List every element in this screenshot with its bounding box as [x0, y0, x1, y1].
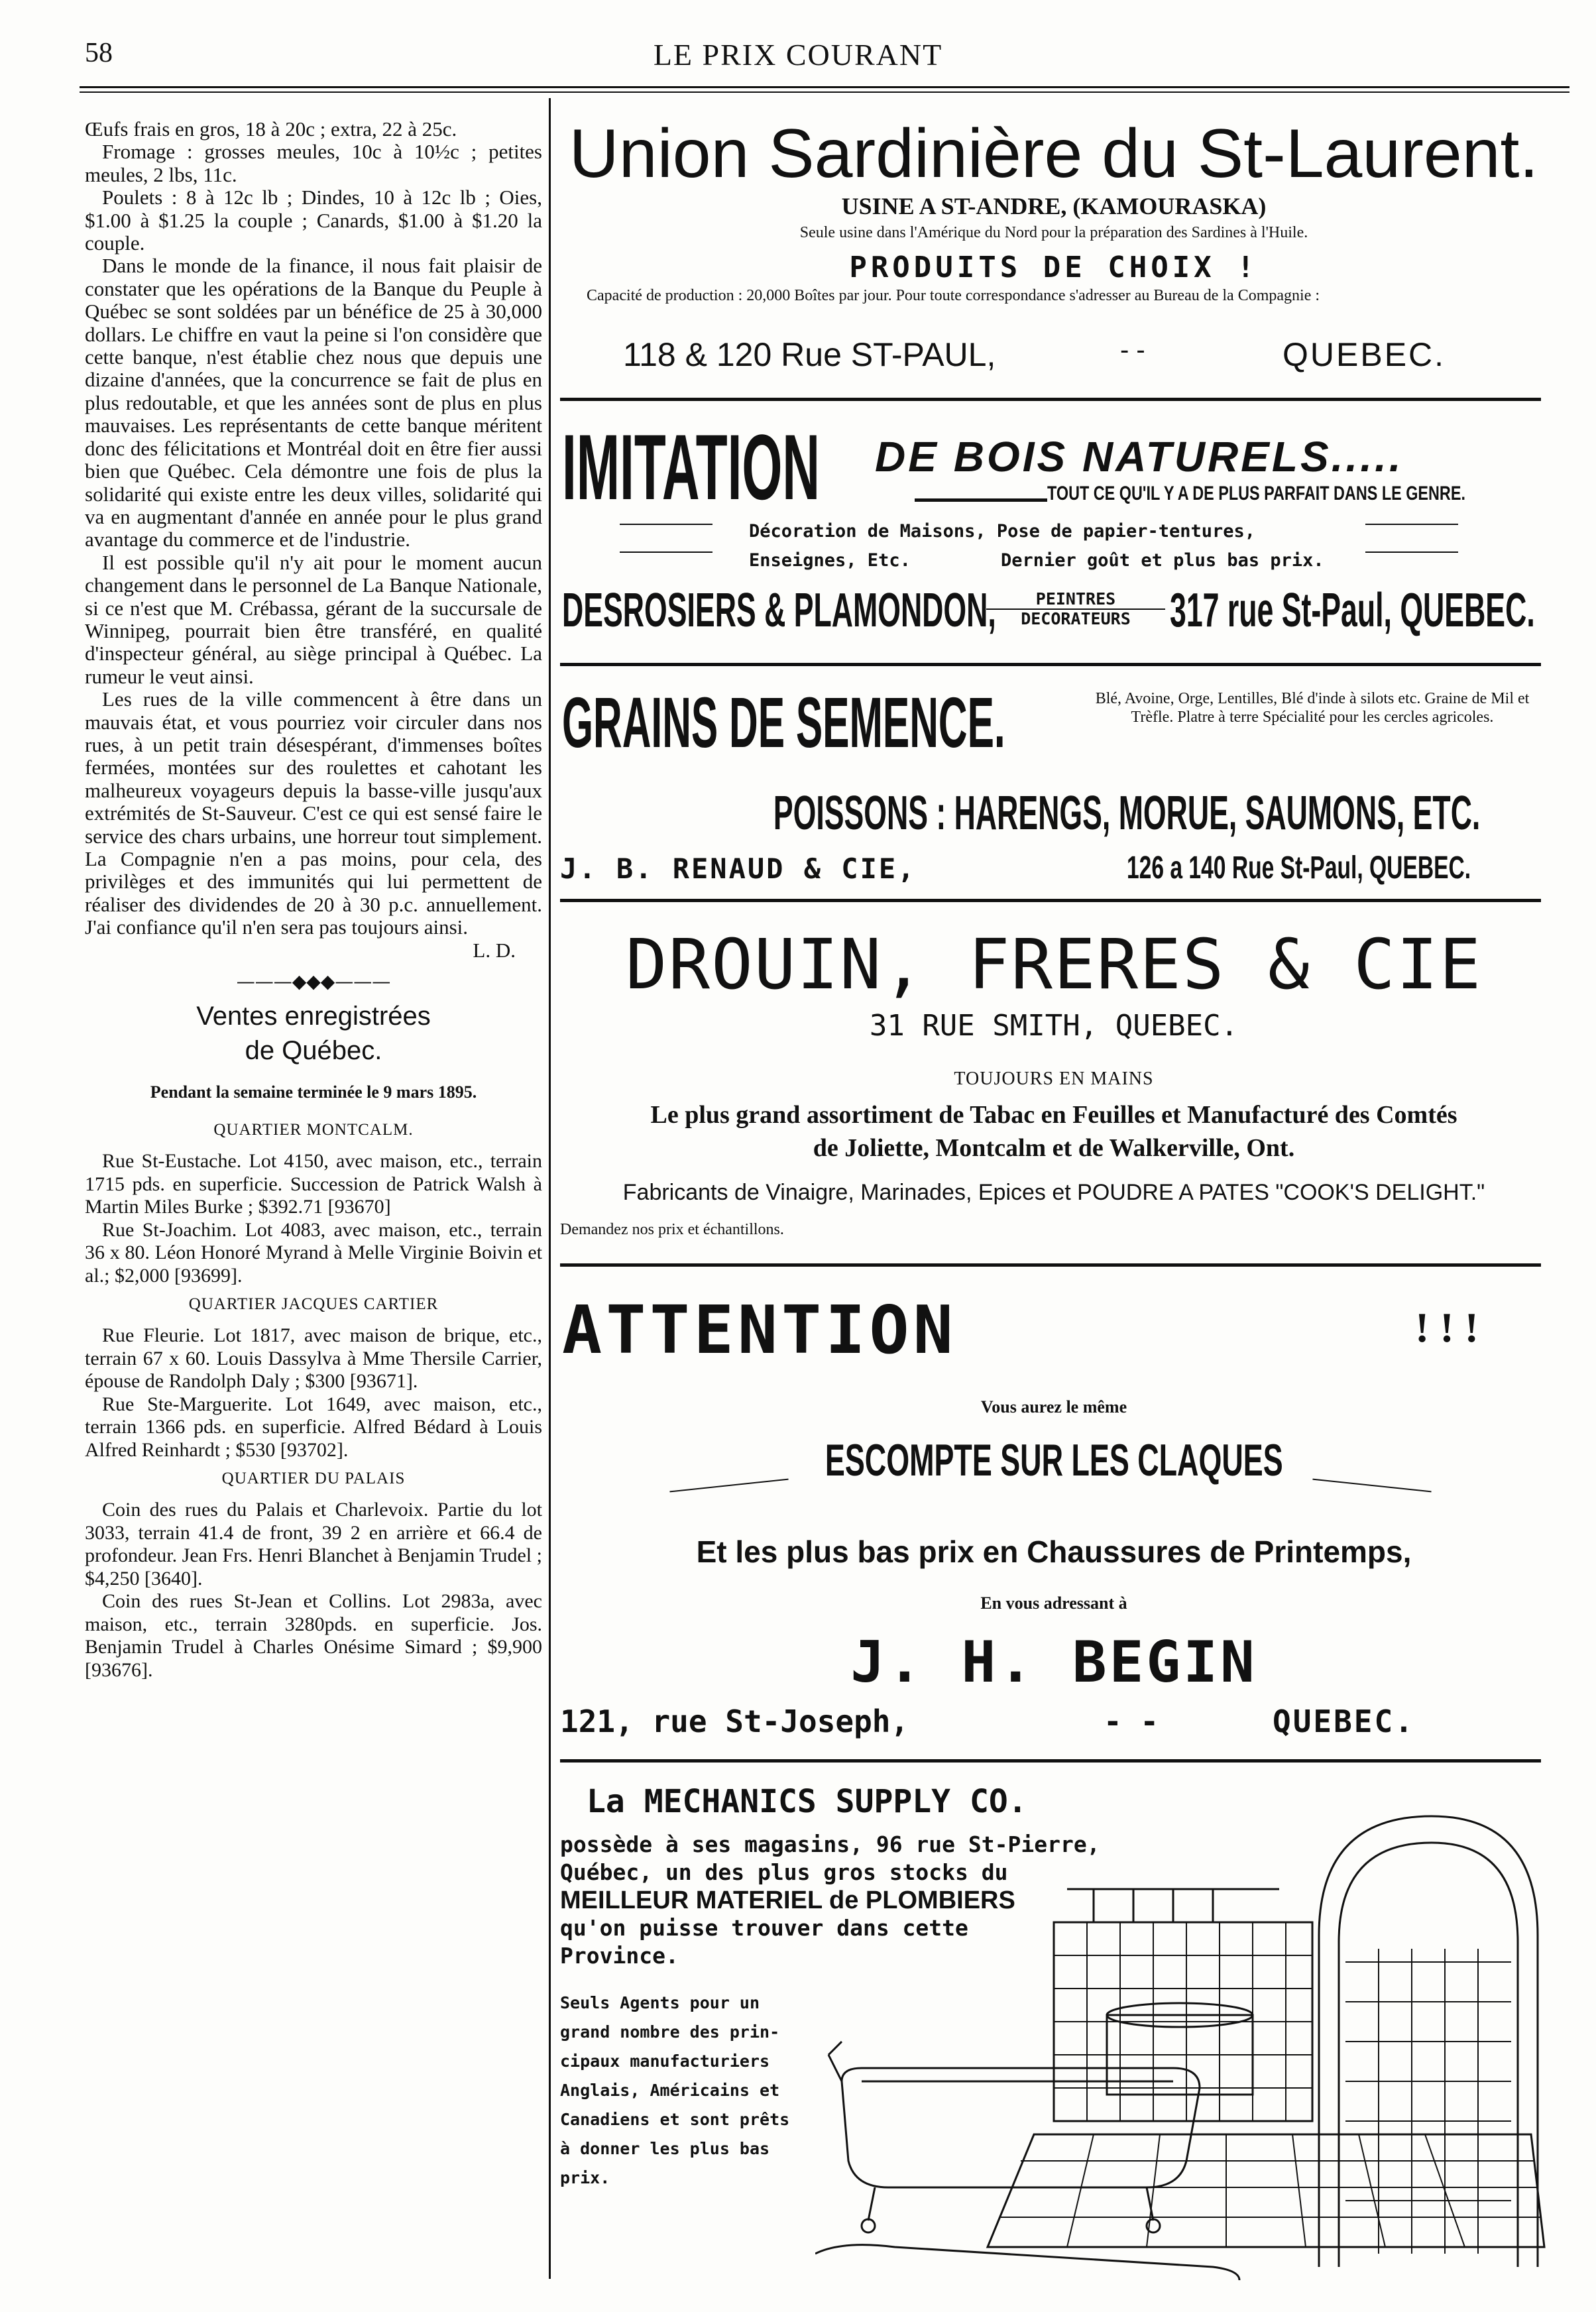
paragraph-rues: Les rues de la ville commencent à être dans un mauvais état, et vous pourriez voir circuler dans nos rues, à un petit train désespérant, d'immenses boîtes fermées, montées sur des roulettes et cahotant les malheureux voyageurs depuis la basse-ville jusqu'aux extrémités de St-Sauveur. C'est ce qui est sensé faire le service des chars urbains, une horreur tout simplement. La Compagnie n'en a pas moins, pour cela, des privilèges et des immunités qui lui permettent de réaliser des dividendes de 20 à 30 p.c. annuellement. J'ai confiance qu'il n'en sera pas toujours ainsi. [85, 687, 542, 939]
ad-mechanics-agent-line: Canadiens et sont prêts [560, 2110, 790, 2129]
ad-grains-firm: J. B. RENAUD & CIE, [560, 852, 917, 885]
sale-entry: Rue St-Eustache. Lot 4150, avec maison, etc., terrain 1715 pds. en superficie. Succession de Patrick Walsh à Martin Miles Burke ; $392.71 [93670] [85, 1150, 542, 1218]
ad-imitation-tagline [1047, 483, 1583, 505]
ad-drouin-tabac1: Le plus grand assortiment de Tabac en Feuilles et Manufacturé des Comtés [650, 1101, 1457, 1129]
ad-imitation-trade [986, 590, 1165, 628]
ad-attention-title: ATTENTION [562, 1291, 957, 1369]
ad-grains-address-text: 126 a 140 Rue St-Paul, QUEBEC. [1127, 850, 1471, 886]
quarter-heading-jacques-cartier: QUARTIER JACQUES CARTIER [188, 1295, 439, 1314]
ad-attention-address: 121, rue St-Joseph, [560, 1704, 909, 1739]
ad-union-capacite: Capacité de production : 20,000 Boîtes par jour. Pour toute correspondance s'adresser au Bureau de la Compagnie : [587, 287, 1320, 304]
ad-mechanics-agent-line: cipaux manufacturiers [560, 2052, 770, 2071]
ad-drouin-demandez: Demandez nos prix et échantillons. [560, 1221, 784, 1238]
ad-imitation-deco-right [1365, 524, 1458, 553]
ad-attention-city: QUEBEC. [1273, 1704, 1415, 1739]
ad-mechanics-title: La MECHANICS SUPPLY CO. [587, 1783, 1027, 1820]
ad-imitation-firm-text: DESROSIERS & PLAMONDON, [562, 584, 996, 637]
ad-imitation-line2a: Enseignes, Etc. [749, 550, 911, 571]
ad-mechanics-agent-line: à donner les plus bas [560, 2139, 770, 2158]
ad-imitation-address-text: 317 rue St-Paul, QUEBEC. [1170, 584, 1535, 637]
ad-mechanics-line: possède à ses magasins, 96 rue St-Pierre, [560, 1831, 1100, 1857]
section-title [85, 999, 542, 1068]
section-title-line-1: Ventes enregistrées [196, 1002, 431, 1031]
ad-mechanics-agent-line: prix. [560, 2168, 610, 2187]
header-rule-top [80, 86, 1569, 88]
ad-mechanics-line: Province. [560, 1943, 679, 1969]
ad-imitation-address [1170, 583, 1596, 638]
ad-union-city: QUEBEC. [1282, 336, 1446, 373]
ad-grains-poissons-text: POISSONS : HARENGS, MORUE, SAUMONS, ETC. [773, 787, 1481, 840]
sale-entry: Rue St-Joachim. Lot 4083, avec maison, etc., terrain 36 x 80. Léon Honoré Myrand à Melle Virginie Boivin et al.; $2,000 [93699]. [85, 1218, 542, 1287]
ad-drouin-address: 31 RUE SMITH, QUEBEC. [869, 1009, 1239, 1043]
ad-mechanics-agent-line: Anglais, Américains et [560, 2081, 780, 2100]
ad-divider [560, 899, 1541, 902]
ad-union-choix: PRODUITS DE CHOIX ! [849, 251, 1259, 284]
quarter-heading-montcalm: QUARTIER MONTCALM. [213, 1121, 414, 1139]
ad-attention-bang: ! ! ! [1415, 1304, 1479, 1351]
ad-divider [560, 663, 1541, 666]
signature: L. D. [473, 938, 516, 962]
ad-divider [560, 398, 1541, 401]
ad-union-subtitle: USINE A ST-ANDRE, (KAMOURASKA) [841, 193, 1267, 219]
paragraph-oeufs: Œufs frais en gros, 18 à 20c ; extra, 22 à 25c. [85, 117, 457, 141]
paragraph-fromage: Fromage : grosses meules, 10c à 10½c ; petites meules, 2 lbs, 11c. [85, 140, 542, 186]
ad-imitation-title: DE BOIS NATURELS..... [875, 433, 1404, 481]
ad-attention-dashes: - - [1104, 1704, 1159, 1739]
ad-union-dashes: - - [1120, 335, 1145, 365]
paragraph-banque-nationale: Il est possible qu'il n'y ait pour le moment aucun changement dans le personnel de La Banque Nationale, si ce n'est que M. Crébassa, gérant de la succursale de Winnipeg, pourrait bien être transféré, en qualité d'inspecteur général, au siège principal à Québec. La rumeur le veut ainsi. [85, 550, 542, 688]
ad-union-address: 118 & 120 Rue ST-PAUL, [623, 336, 996, 373]
ad-imitation-peintres: PEINTRES [1035, 589, 1116, 608]
ad-mechanics-agent-line: Seuls Agents pour un [560, 1993, 760, 2012]
ad-union-line1: Seule usine dans l'Amérique du Nord pour la préparation des Sardines à l'Huile. [799, 224, 1308, 241]
week-subheading: Pendant la semaine terminée le 9 mars 1895. [150, 1082, 477, 1102]
column-divider [549, 98, 551, 2279]
ad-union-title: Union Sardinière du St-Laurent. [569, 115, 1539, 192]
ad-grains-desc: Blé, Avoine, Orge, Lentilles, Blé d'inde à silots etc. Graine de Mil et Trèfle. Platre à terre Spécialité pour les cercles agricoles. [1095, 690, 1530, 726]
header-rule-bottom [80, 91, 1569, 93]
ad-imitation-decorateurs: DECORATEURS [986, 608, 1165, 628]
ad-imitation-arrow [915, 498, 1047, 502]
ad-mechanics-line: qu'on puisse trouver dans cette [560, 1915, 968, 1941]
ad-attention-adressant: En vous adressant à [980, 1593, 1127, 1613]
ad-drouin-tabac2: de Joliette, Montcalm et de Walkerville, Ont. [813, 1134, 1295, 1162]
ad-imitation-line2b: Dernier goût et plus bas prix. [1001, 550, 1324, 571]
quarter-heading-palais: QUARTIER DU PALAIS [221, 1470, 406, 1488]
bathroom-illustration [815, 1790, 1551, 2280]
sale-entry: Rue Fleurie. Lot 1817, avec maison de brique, etc., terrain 67 x 60. Louis Dassylva à Mme Thersile Carrier, épouse de Randolph Daly ; $300 [93671]. [85, 1324, 542, 1393]
ad-drouin-vinaigre: Fabricants de Vinaigre, Marinades, Epices et POUDRE A PATES "COOK'S DELIGHT." [622, 1180, 1485, 1205]
ad-attention-prix: Et les plus bas prix en Chaussures de Printemps, [696, 1534, 1412, 1569]
ad-divider [560, 1263, 1541, 1267]
ad-divider [560, 1759, 1541, 1763]
ornament-divider: ———◆◆◆——— [236, 970, 391, 993]
ad-imitation-deco-left [620, 524, 712, 553]
ad-attention-escompte [557, 1434, 1551, 1486]
ad-mechanics-agents [560, 1989, 825, 2193]
ad-grains-address [1127, 850, 1596, 886]
ad-mechanics-line: Québec, un des plus gros stocks du [560, 1859, 1008, 1885]
sale-entry: Coin des rues du Palais et Charlevoix. Partie du lot 3033, terrain 41.4 de front, 39 2 en arrière et 66.4 de profondeur. Jean Frs. Henri Blanchet à Benjamin Trudel ; $4,250 [3640]. [85, 1499, 542, 1590]
sale-entry: Rue Ste-Marguerite. Lot 1649, avec maison, etc., terrain 1366 pds. en superficie. Alfred Bédard à Louis Alfred Reinhardt ; $530 [93702]. [85, 1393, 542, 1461]
sale-entry: Coin des rues St-Jean et Collins. Lot 2983a, avec maison, etc., terrain 3280pds. en superficie. Jos. Benjamin Trudel à Charles Onésime Simard ; $9,900 [93676]. [85, 1590, 542, 1681]
ad-attention-name: J. H. BEGIN [850, 1629, 1257, 1696]
ad-mechanics-agent-line: grand nombre des prin- [560, 2022, 780, 2042]
section-title-line-2: de Québec. [245, 1036, 382, 1066]
ad-mechanics-line: MEILLEUR MATERIEL de PLOMBIERS [560, 1886, 1015, 1914]
page-number: 58 [85, 38, 113, 68]
ad-grains-title-text: GRAINS DE SEMENCE. [562, 682, 1005, 762]
ad-imitation-tagline-text: TOUT CE QU'IL Y A DE PLUS PARFAIT DANS LE GENRE. [1047, 483, 1465, 504]
paragraph-poulets: Poulets : 8 à 12c lb ; Dindes, 10 à 12c lb ; Oies, $1.00 à $1.25 la couple ; Canards, $1.00 à $1.20 la couple. [85, 186, 542, 255]
journal-title: LE PRIX COURANT [653, 38, 943, 72]
ad-imitation-big-text: IMITATION [562, 415, 821, 519]
ad-drouin-title: DROUIN, FRERES & CIE [625, 924, 1483, 1005]
ad-attention-escompte-text: ESCOMPTE SUR LES CLAQUES [825, 1435, 1283, 1485]
left-column [85, 118, 542, 1682]
paragraph-finance: Dans le monde de la finance, il nous fait plaisir de constater que les opérations de la Banque du Peuple à Québec se sont soldées par un bénéfice de 25 à 30,000 dollars. Le chiffre en vaut la peine si l'on considère que cette banque, n'est établie chez nous que depuis une dizaine d'années, que la concurrence se fait de plus en plus redoutable, et que les années sont de plus en plus mauvaises. Les représentants de cette banque méritent donc des félicitations et Montréal doit en être fier aussi bien que Québec. Cela démontre une fois de plus la solidarité qui existe entre les deux villes, solidarité qui va en augmentant d'année en année pour le plus grand avantage du commerce et de l'industrie. [85, 254, 542, 551]
ad-drouin-toujours: TOUJOURS EN MAINS [954, 1069, 1154, 1089]
ad-attention-meme: Vous aurez le même [980, 1397, 1127, 1416]
ad-grains-poissons [557, 786, 1551, 840]
ad-imitation-line1: Décoration de Maisons, Pose de papier-tentures, [749, 521, 1256, 542]
